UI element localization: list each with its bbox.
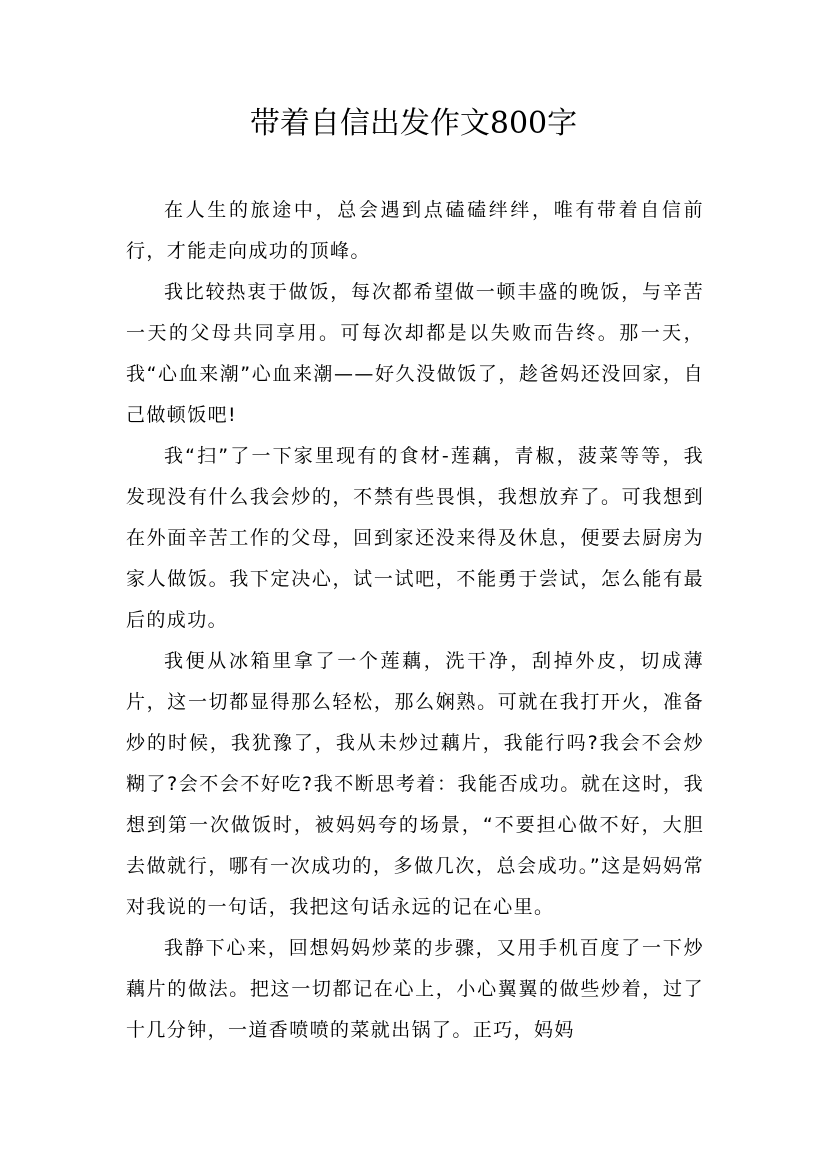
document-title: 带着自信出发作文800字 xyxy=(249,106,578,141)
paragraph: 我“扫”了一下家里现有的食材-莲藕，青椒，菠菜等等，我发现没有什么我会炒的，不禁有些畏惧，我想放弃了。可我想到在外面辛苦工作的父母，回到家还没来得及休息，便要去厨房为家人做饭。我下定决心，试一试吧，不能勇于尝试，怎么能有最后的成功。 xyxy=(126,445,704,631)
paragraph: 我比较热衷于做饭，每次都希望做一顿丰盛的晚饭，与辛苦一天的父母共同享用。可每次却都是以失败而告终。那一天，我“心血来潮”心血来潮——好久没做饭了，趁爸妈还没回家，自己做顿饭吧! xyxy=(126,281,704,426)
paragraph: 在人生的旅途中，总会遇到点磕磕绊绊，唯有带着自信前行，才能走向成功的顶峰。 xyxy=(126,199,704,262)
paragraph: 我静下心来，回想妈妈炒菜的步骤，又用手机百度了一下炒藕片的做法。把这一切都记在心上，小心翼翼的做些炒着，过了十几分钟，一道香喷喷的菜就出锅了。正巧，妈妈 xyxy=(126,937,704,1041)
paragraph: 我便从冰箱里拿了一个莲藕，洗干净，刮掉外皮，切成薄片，这一切都显得那么轻松，那么娴熟。可就在我打开火，准备炒的时候，我犹豫了，我从未炒过藕片，我能行吗?我会不会炒糊了?会不会不好吃?我不断思考着：我能否成功。就在这时，我想到第一次做饭时，被妈妈夸的场景，“不要担心做不好，大胆去做就行，哪有一次成功的，多做几次，总会成功。”这是妈妈常对我说的一句话，我把这句话永远的记在心里。 xyxy=(126,650,704,918)
document-body xyxy=(126,190,704,1051)
